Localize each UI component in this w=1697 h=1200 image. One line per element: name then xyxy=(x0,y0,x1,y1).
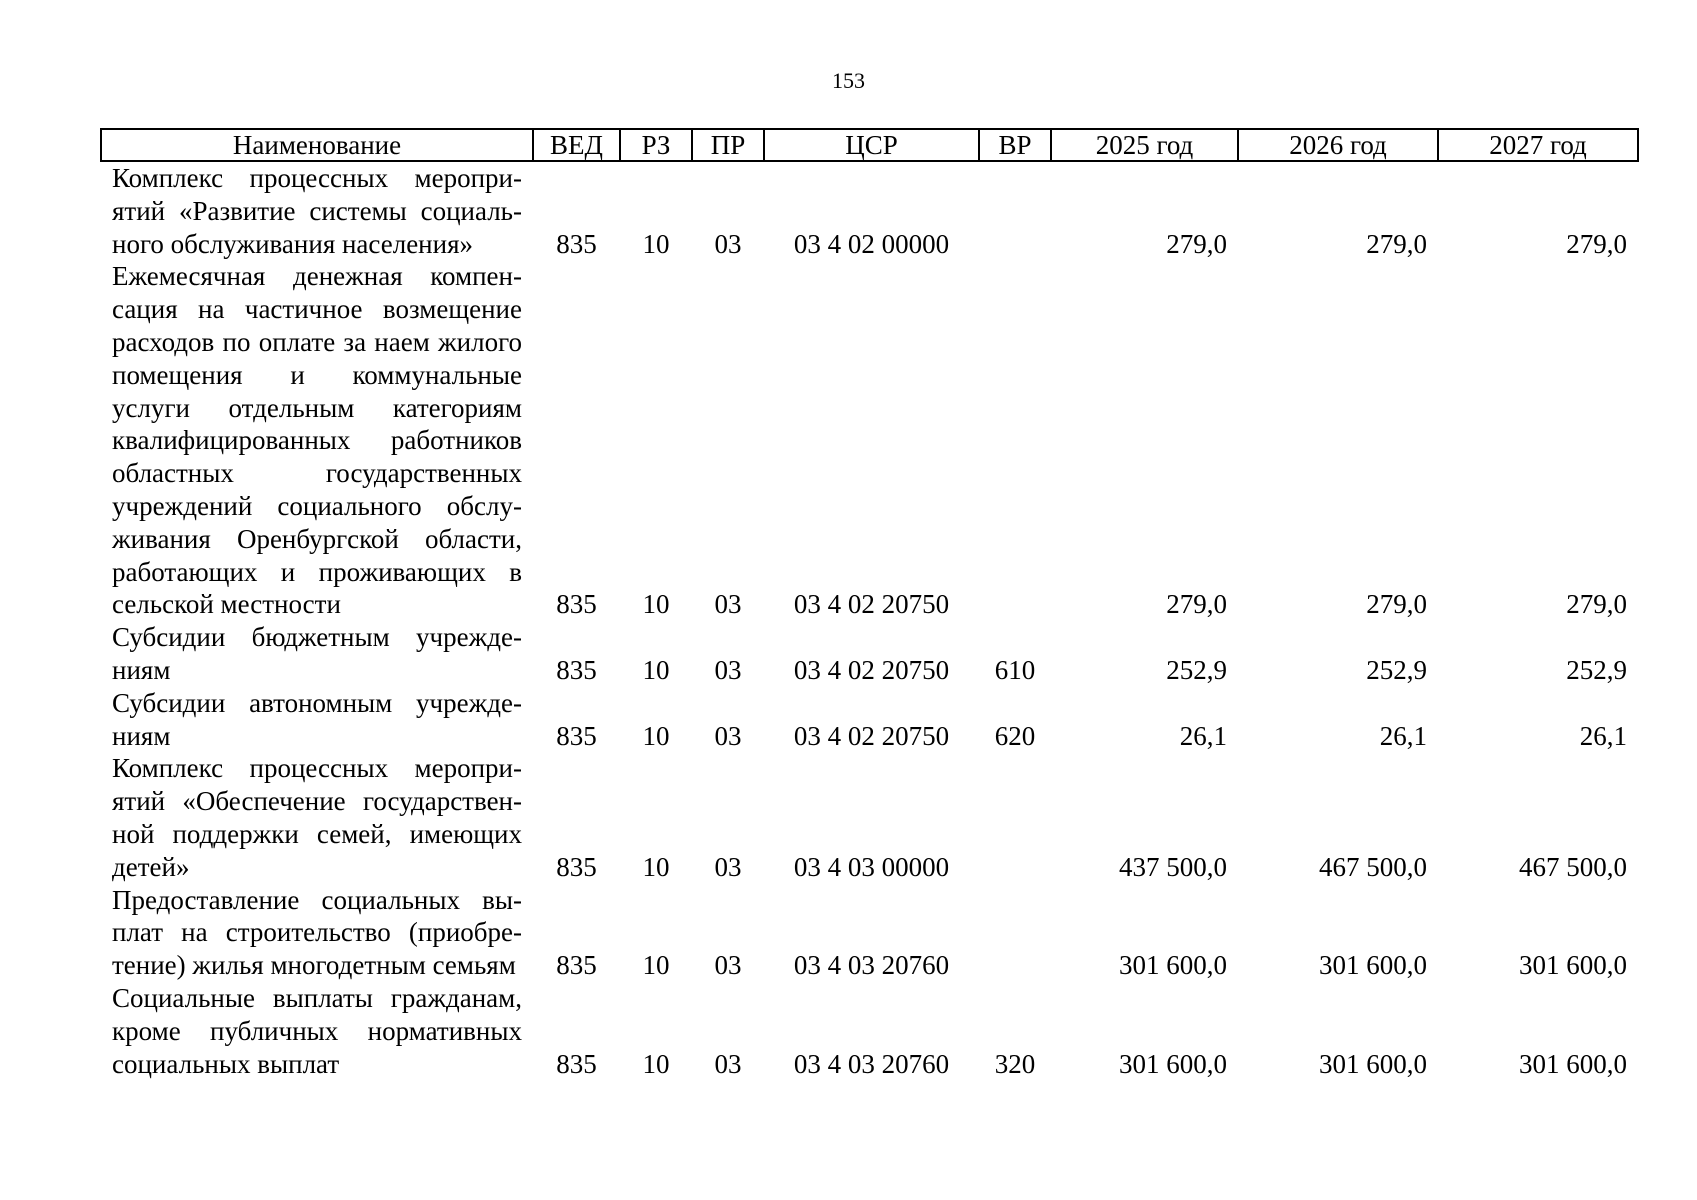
row-vr xyxy=(979,884,1051,982)
row-ved: 835 xyxy=(556,589,597,620)
row-rz: 10 xyxy=(642,589,670,620)
page-number: 153 xyxy=(832,68,865,93)
row-2025: 26,1 xyxy=(1179,720,1227,751)
row-ved: 835 xyxy=(556,720,597,751)
header-name: Наименование xyxy=(101,129,533,161)
table-row xyxy=(101,982,1638,1080)
table-row xyxy=(101,260,1638,621)
row-2025: 437 500,0 xyxy=(1119,851,1227,882)
table-header-row xyxy=(101,129,1638,161)
table-row xyxy=(101,884,1638,982)
row-ved: 835 xyxy=(556,950,597,981)
header-ved: ВЕД xyxy=(533,129,620,161)
row-ved: 835 xyxy=(556,851,597,882)
row-2027: 279,0 xyxy=(1566,228,1627,259)
row-pr: 03 xyxy=(714,950,742,981)
row-2026: 279,0 xyxy=(1366,589,1427,620)
header-2025: 2025 год xyxy=(1051,129,1238,161)
row-vr xyxy=(979,260,1051,621)
row-2025: 279,0 xyxy=(1166,589,1227,620)
row-rz: 10 xyxy=(642,720,670,751)
row-name: Комплекс процессных мероприятий «Развитие системы социального обслуживания населения» xyxy=(112,163,522,259)
row-name: Субсидии бюджетным учреждениям xyxy=(112,622,522,685)
row-csr: 03 4 03 00000 xyxy=(793,851,950,882)
row-2027: 252,9 xyxy=(1566,654,1627,685)
row-rz: 10 xyxy=(642,851,670,882)
row-rz: 10 xyxy=(642,654,670,685)
header-csr: ЦСР xyxy=(764,129,979,161)
row-2026: 301 600,0 xyxy=(1319,950,1427,981)
row-vr: 320 xyxy=(994,1048,1036,1079)
row-vr xyxy=(979,161,1051,260)
row-csr: 03 4 02 00000 xyxy=(793,228,950,259)
row-2027: 467 500,0 xyxy=(1519,851,1627,882)
row-vr xyxy=(979,752,1051,883)
row-csr: 03 4 03 20760 xyxy=(793,1048,950,1079)
row-2025: 252,9 xyxy=(1166,654,1227,685)
row-2027: 301 600,0 xyxy=(1519,1048,1627,1079)
row-pr: 03 xyxy=(714,851,742,882)
row-pr: 03 xyxy=(714,1048,742,1079)
row-2027: 279,0 xyxy=(1566,589,1627,620)
row-pr: 03 xyxy=(714,720,742,751)
table-row xyxy=(101,752,1638,883)
row-ved: 835 xyxy=(556,654,597,685)
header-vr: ВР xyxy=(979,129,1051,161)
row-2025: 301 600,0 xyxy=(1119,950,1227,981)
row-2027: 26,1 xyxy=(1579,720,1627,751)
row-2026: 467 500,0 xyxy=(1319,851,1427,882)
table-row xyxy=(101,161,1638,260)
budget-table xyxy=(100,128,1639,1080)
row-rz: 10 xyxy=(642,1048,670,1079)
row-name: Социальные выплаты гражданам, кроме публичных нормативных социальных выплат xyxy=(112,982,522,1079)
header-pr: ПР xyxy=(692,129,764,161)
row-2025: 279,0 xyxy=(1166,228,1227,259)
header-2026: 2026 год xyxy=(1238,129,1438,161)
row-name: Ежемесячная денежная компенсация на частичное возмещение расходов по оплате за наем жилого помещения и коммунальные услуги отдельным категориям квалифицированных работников областных государственных учреждений социального обслуживания Оренбургской области, работающих и проживающих в сельской местности xyxy=(112,261,522,620)
table-row xyxy=(101,687,1638,753)
row-2026: 279,0 xyxy=(1366,228,1427,259)
row-ved: 835 xyxy=(556,1048,597,1079)
row-2026: 26,1 xyxy=(1379,720,1427,751)
row-2027: 301 600,0 xyxy=(1519,950,1627,981)
row-pr: 03 xyxy=(714,228,742,259)
row-name: Комплекс процессных мероприятий «Обеспечение государственной поддержки семей, имеющих детей» xyxy=(112,753,522,882)
header-2027: 2027 год xyxy=(1438,129,1638,161)
row-csr: 03 4 03 20760 xyxy=(793,950,950,981)
row-csr: 03 4 02 20750 xyxy=(793,654,950,685)
row-ved: 835 xyxy=(556,228,597,259)
header-rz: РЗ xyxy=(620,129,692,161)
table-row xyxy=(101,621,1638,687)
row-vr: 610 xyxy=(994,654,1036,685)
row-csr: 03 4 02 20750 xyxy=(793,589,950,620)
row-2026: 301 600,0 xyxy=(1319,1048,1427,1079)
row-pr: 03 xyxy=(714,654,742,685)
row-2026: 252,9 xyxy=(1366,654,1427,685)
row-rz: 10 xyxy=(642,950,670,981)
row-name: Предоставление социальных выплат на строительство (приобретение) жилья многодетным семьям xyxy=(112,884,522,981)
row-pr: 03 xyxy=(714,589,742,620)
row-csr: 03 4 02 20750 xyxy=(793,720,950,751)
row-name: Субсидии автономным учреждениям xyxy=(112,687,522,751)
row-rz: 10 xyxy=(642,228,670,259)
row-2025: 301 600,0 xyxy=(1119,1048,1227,1079)
row-vr: 620 xyxy=(994,720,1036,751)
